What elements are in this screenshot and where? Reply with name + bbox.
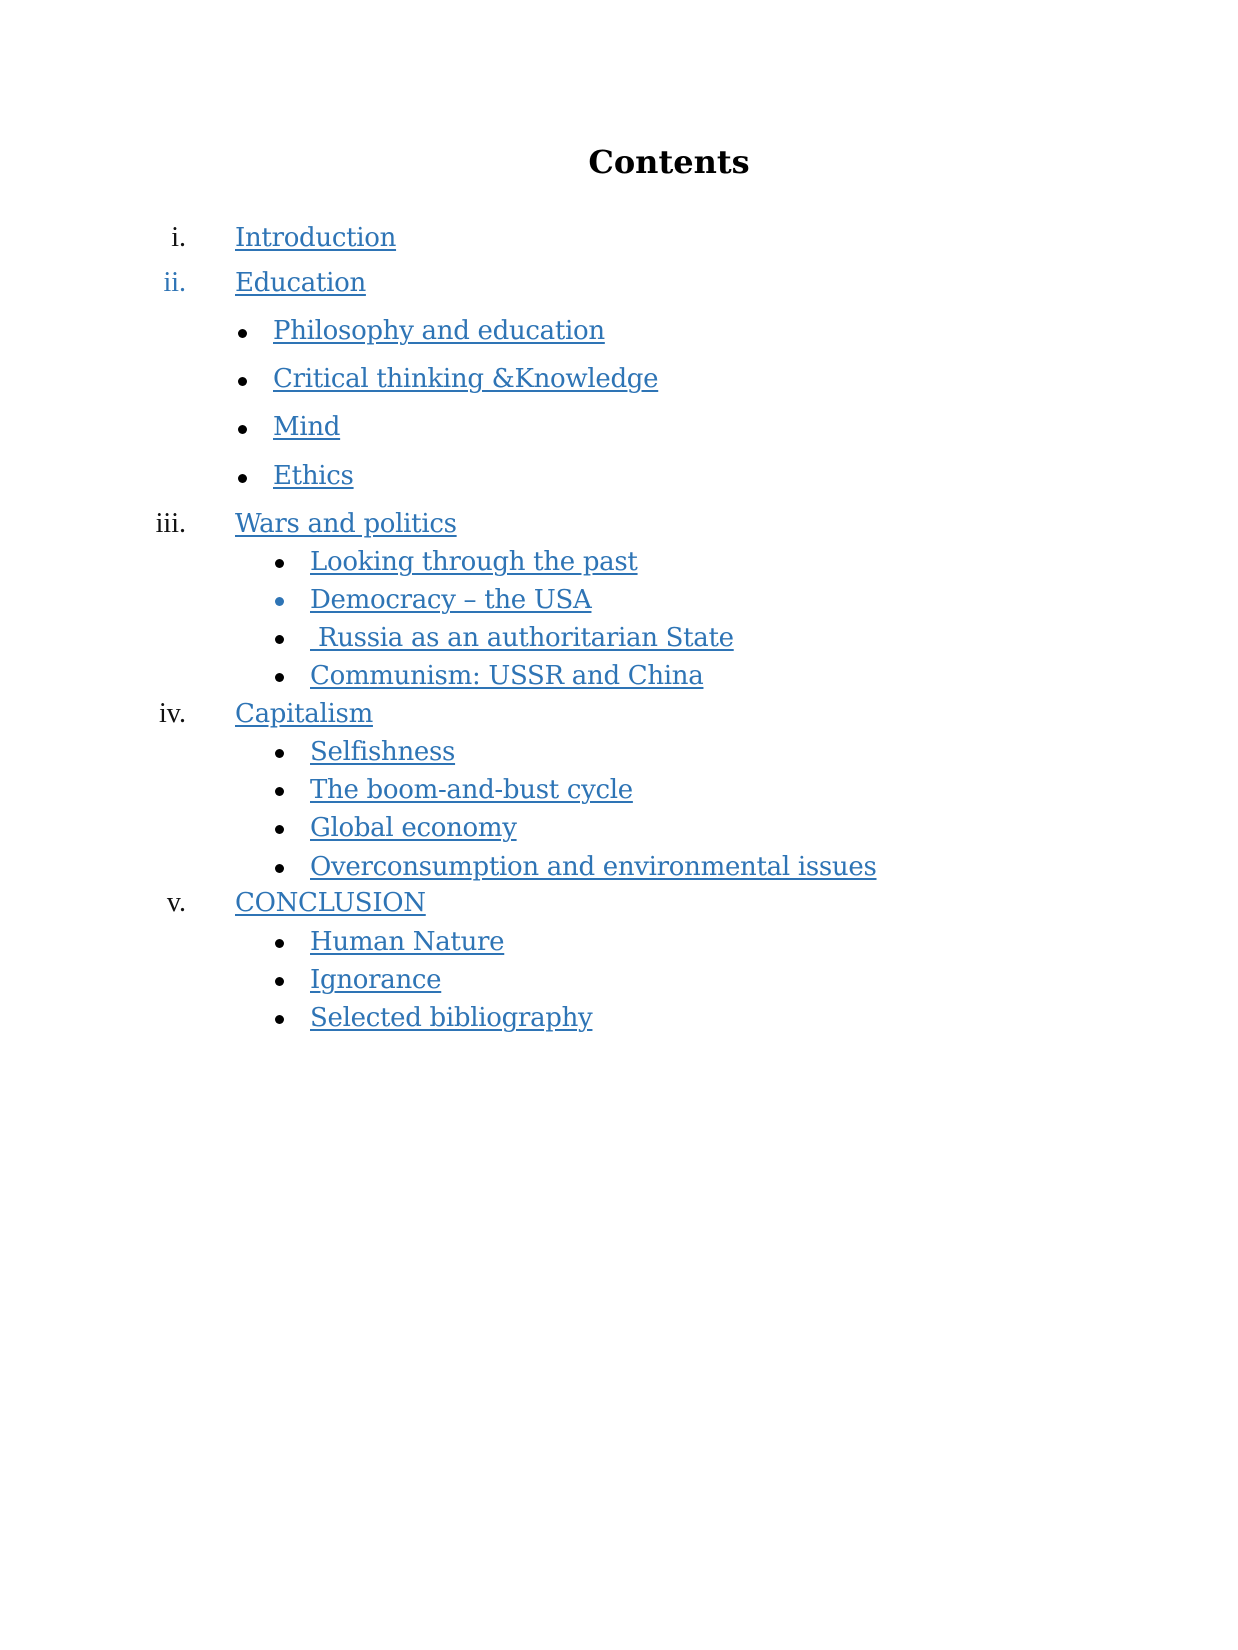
toc-link-critical-thinking[interactable]: Critical thinking &Knowledge xyxy=(273,364,659,394)
toc-link-looking-through-the-past[interactable]: Looking through the past xyxy=(310,547,638,577)
toc-link-philosophy-and-education[interactable]: Philosophy and education xyxy=(273,316,605,346)
toc-link-boom-and-bust-cycle[interactable]: The boom-and-bust cycle xyxy=(310,775,633,805)
bullet-icon xyxy=(275,559,284,568)
toc-link-introduction[interactable]: Introduction xyxy=(235,223,397,253)
bullet-icon xyxy=(275,825,284,834)
toc-link-conclusion[interactable]: CONCLUSION xyxy=(235,888,426,918)
toc-link-russia-authoritarian-state[interactable]: Russia as an authoritarian State xyxy=(310,623,734,653)
bullet-icon xyxy=(275,864,284,873)
bullet-icon xyxy=(238,474,247,483)
toc-link-capitalism[interactable]: Capitalism xyxy=(235,699,373,729)
bullet-icon xyxy=(238,425,247,434)
toc-link-ignorance[interactable]: Ignorance xyxy=(310,965,442,995)
toc-link-democracy-the-usa[interactable]: Democracy – the USA xyxy=(310,585,592,615)
toc-link-education[interactable]: Education xyxy=(235,268,366,298)
bullet-icon xyxy=(275,1015,284,1024)
toc-link-ethics[interactable]: Ethics xyxy=(273,461,354,491)
toc-link-human-nature[interactable]: Human Nature xyxy=(310,927,505,957)
bullet-icon xyxy=(275,939,284,948)
bullet-icon xyxy=(275,673,284,682)
bullet-icon xyxy=(275,977,284,986)
toc-link-mind[interactable]: Mind xyxy=(273,412,341,442)
bullet-icon xyxy=(238,377,247,386)
bullet-icon xyxy=(238,329,247,338)
page-title: Contents xyxy=(588,143,750,181)
toc-link-selfishness[interactable]: Selfishness xyxy=(310,737,456,767)
toc-link-overconsumption[interactable]: Overconsumption and environmental issues xyxy=(310,852,877,882)
document-page: Contents i. Introduction ii. Education Philosophy and education Critical thinking &Knowledge Mind Ethics iii. Wars and politics Looking through the past Democracy – the USA Russia as an authoritarian State Communism: USSR and China iv. Capitalism Selfishness The boom-and-bust cycle Global economy Overconsumption and environmental issues v. CONCLUSION Human Nature Ignorance Selected bibliography xyxy=(0,0,1238,1650)
toc-link-selected-bibliography[interactable]: Selected bibliography xyxy=(310,1003,593,1033)
bullet-icon xyxy=(275,635,284,644)
bullet-icon xyxy=(275,749,284,758)
toc-link-global-economy[interactable]: Global economy xyxy=(310,813,517,843)
toc-link-wars-and-politics[interactable]: Wars and politics xyxy=(235,509,457,539)
toc-link-communism-ussr-china[interactable]: Communism: USSR and China xyxy=(310,661,704,691)
bullet-icon xyxy=(275,787,284,796)
bullet-icon xyxy=(275,597,284,606)
